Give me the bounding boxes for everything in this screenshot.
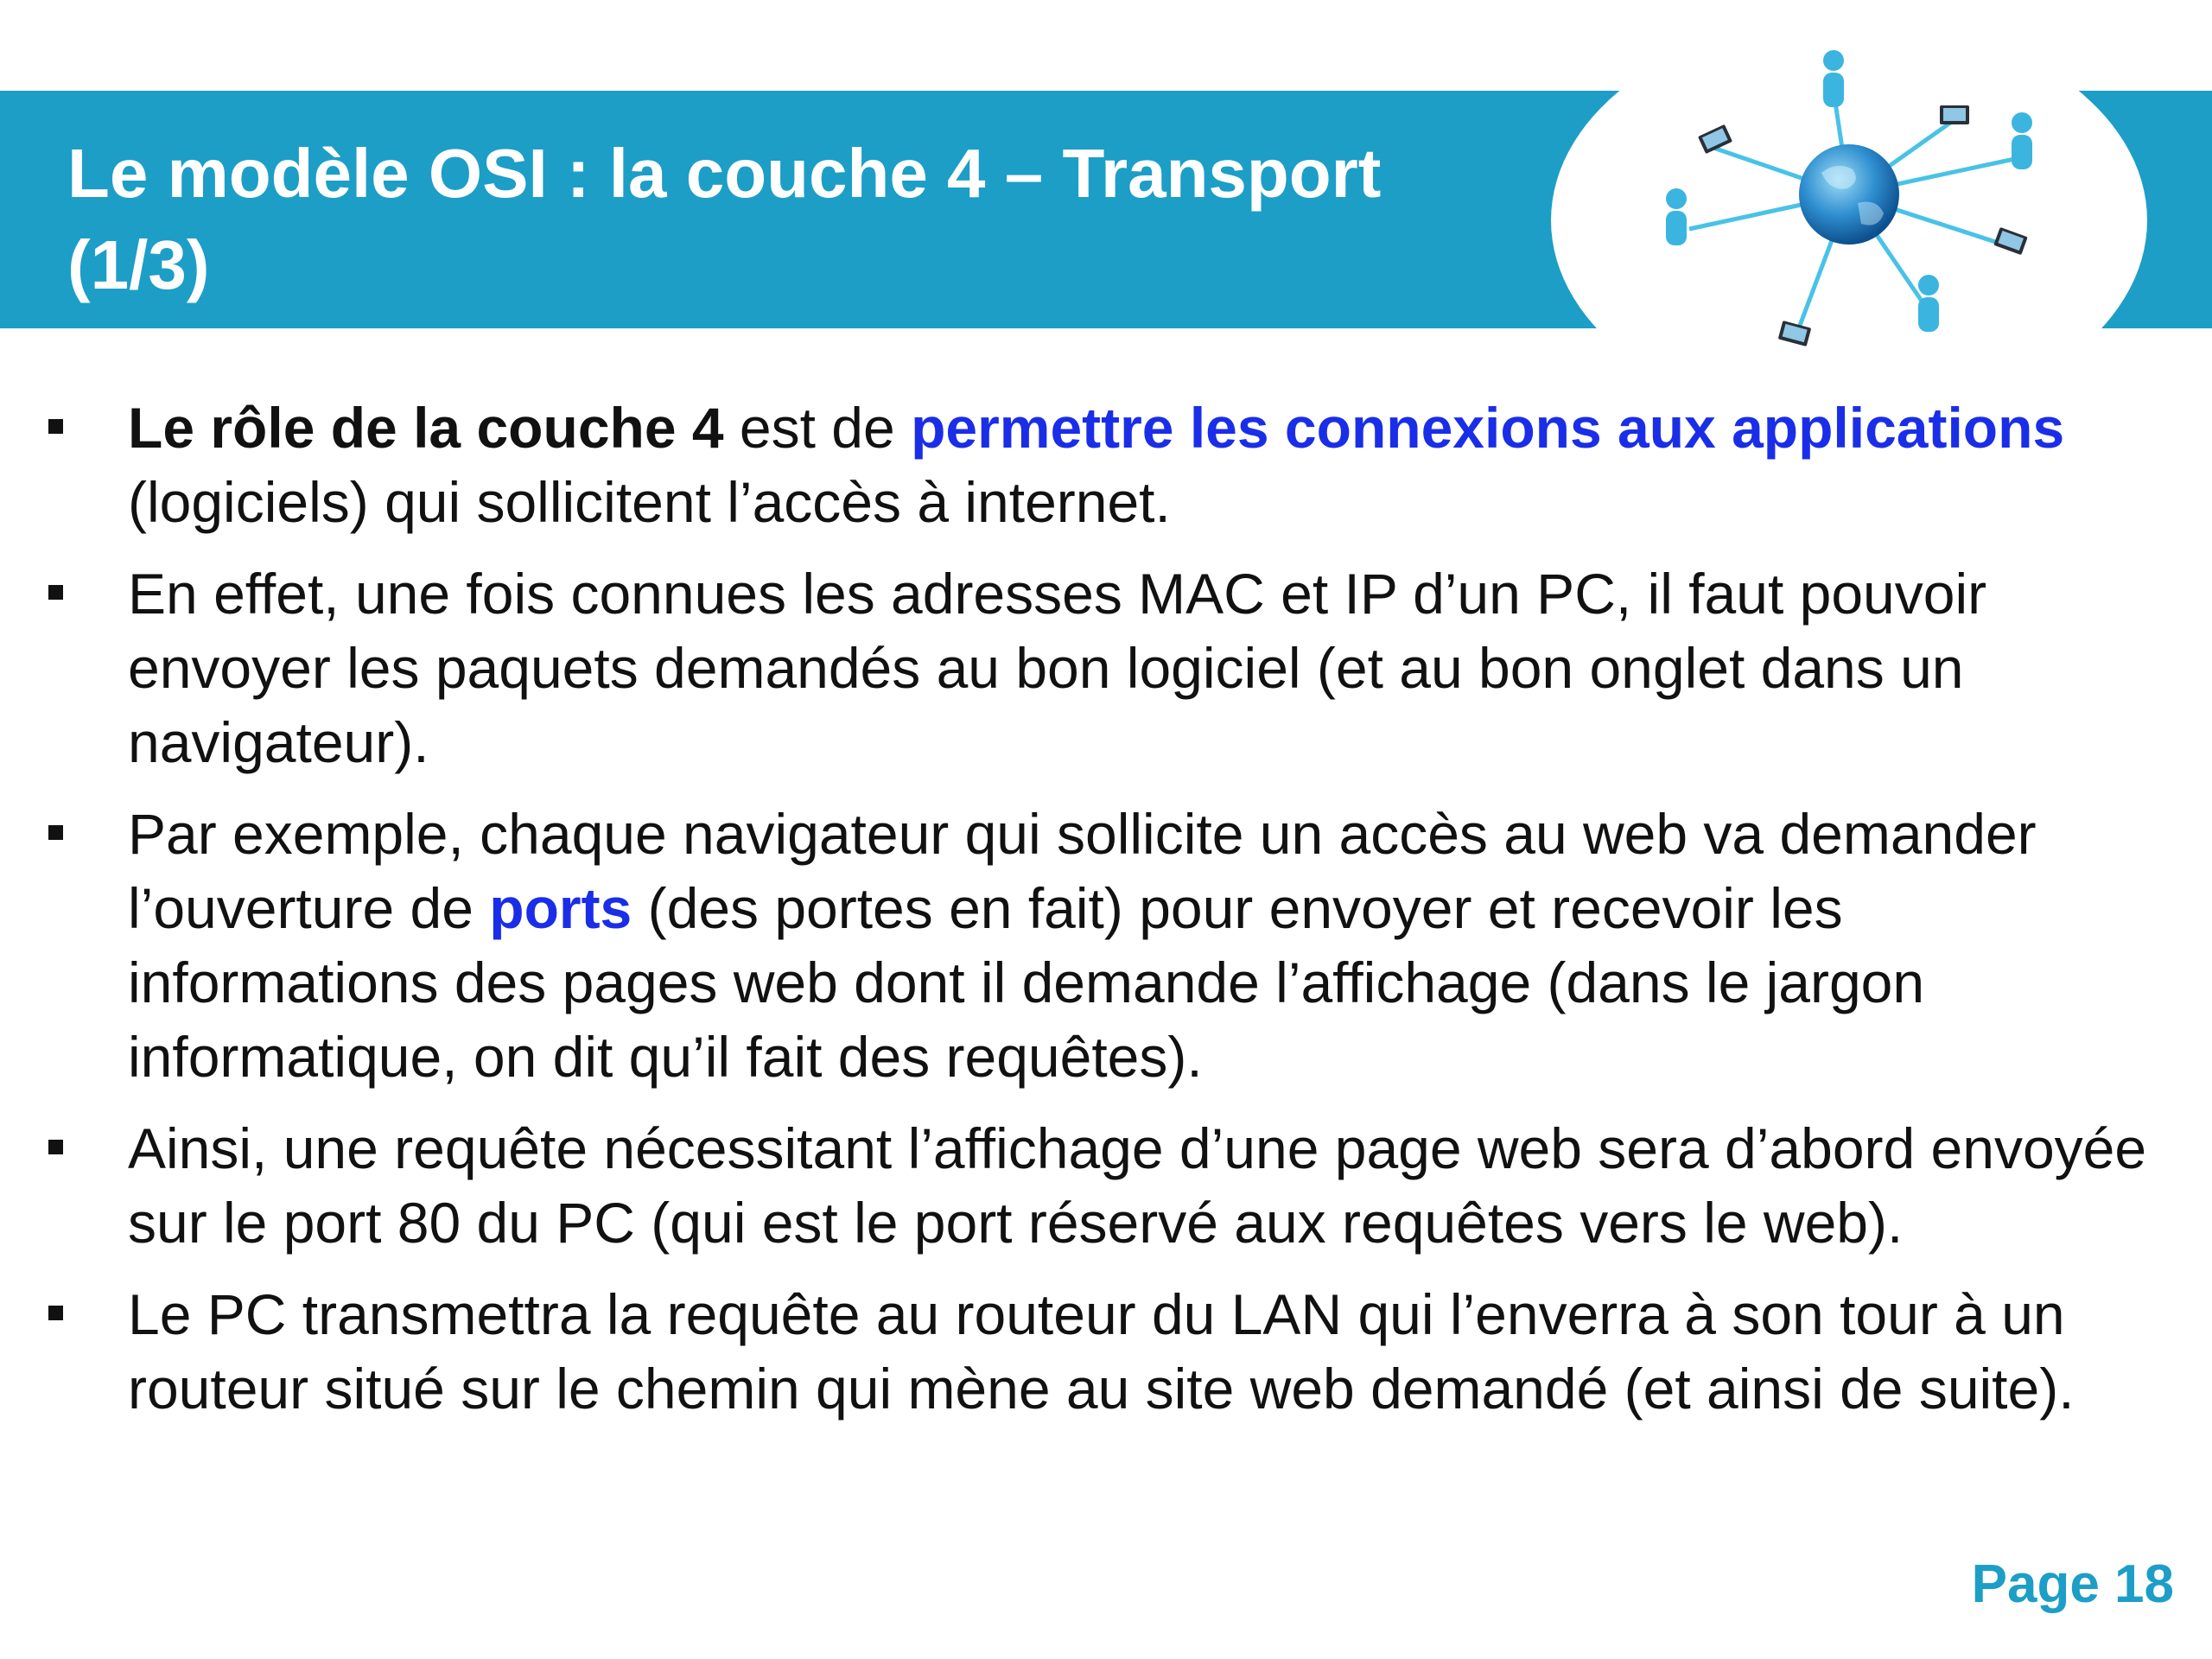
slide-title-line-1: Le modèle OSI : la couche 4 – Transport: [67, 135, 1382, 212]
bullet-text: (des portes en fait) pour envoyer et recevoir les informations des pages web dont il demande l’affichage (dans le jargon informatique, on dit qu’il fait des requêtes).: [128, 876, 1925, 1089]
slide-title-line-2: (1/3): [67, 226, 210, 303]
bullet-text-highlight: permettre les connexions aux applications: [911, 396, 2065, 460]
slide-title: [67, 128, 1554, 311]
bullet-square-icon: [48, 1140, 63, 1154]
network-globe-icon: [1607, 26, 2091, 389]
slide-body: [41, 391, 2150, 1443]
bullet-square-icon: [48, 825, 63, 840]
bullet-item: [41, 1111, 2150, 1260]
bullet-square-icon: [48, 419, 63, 434]
bullet-text: Le PC transmettra la requête au routeur du LAN qui l’enverra à son tour à un routeur situé sur le chemin qui mène au site web demandé (et ainsi de suite).: [128, 1282, 2075, 1421]
bullet-text: est de: [723, 396, 912, 460]
bullet-text-bold: Le rôle de la couche 4: [128, 396, 724, 460]
bullet-text: Ainsi, une requête nécessitant l’affichage d’une page web sera d’abord envoyée sur le port 80 du PC (qui est le port réservé aux requêtes vers le web).: [128, 1116, 2147, 1255]
bullet-text: Par exemple, chaque navigateur qui sollicite un accès au web va demander l’ouverture de: [128, 802, 2037, 940]
bullet-text: En effet, une fois connues les adresses MAC et IP d’un PC, il faut pouvoir envoyer les paquets demandés au bon logiciel (et au bon onglet dans un navigateur).: [128, 562, 1987, 774]
bullet-item: [41, 797, 2150, 1094]
bullet-text: (logiciels) qui sollicitent l’accès à internet.: [128, 470, 1171, 534]
bullet-item: [41, 391, 2150, 539]
bullet-text-highlight: ports: [489, 876, 632, 940]
bullet-item: [41, 1277, 2150, 1426]
bullet-item: [41, 556, 2150, 779]
bullet-square-icon: [48, 585, 63, 600]
page-number: Page 18: [1971, 1554, 2174, 1614]
bullet-square-icon: [48, 1306, 63, 1320]
